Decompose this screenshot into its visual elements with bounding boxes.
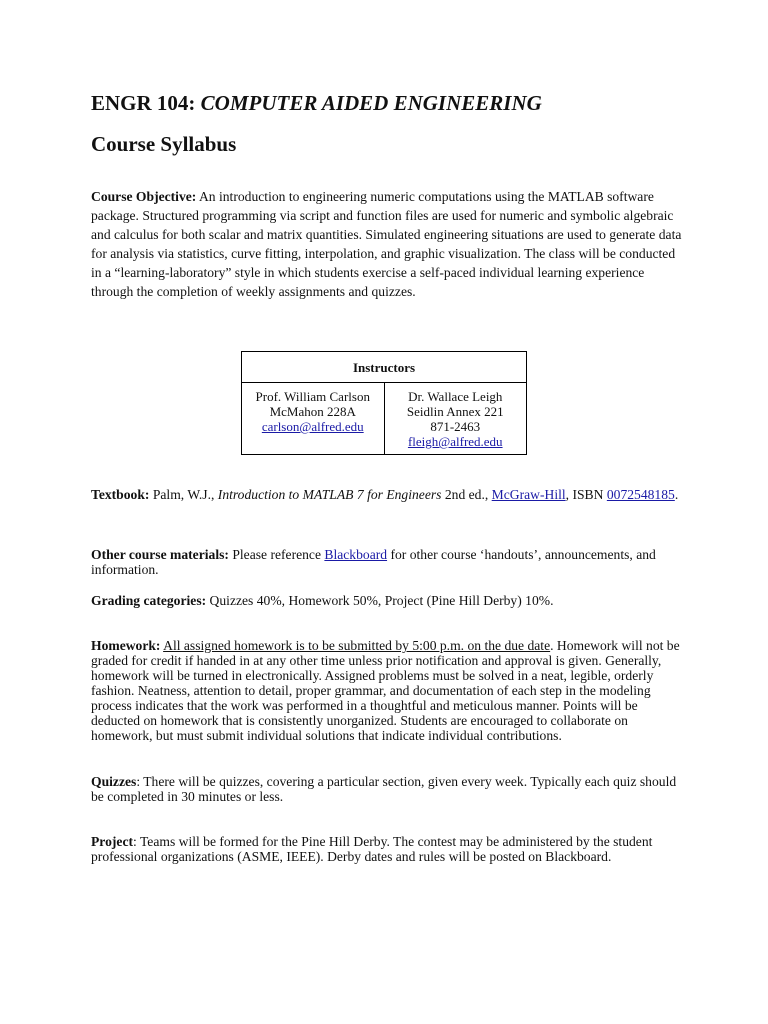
isbn-link[interactable]: 0072548185	[606, 487, 675, 502]
homework-deadline: All assigned homework is to be submitted by 5:00 p.m. on the due date	[163, 638, 551, 653]
homework-paragraph	[91, 638, 687, 743]
materials-paragraph	[91, 547, 687, 577]
project-label: Project	[91, 834, 134, 849]
textbook-title: Introduction to MATLAB 7 for Engineers	[217, 487, 442, 502]
grading-paragraph	[91, 593, 687, 608]
materials-text-before: Please reference	[228, 547, 325, 562]
textbook-end: .	[674, 487, 679, 502]
quizzes-label: Quizzes	[91, 774, 137, 789]
materials-text-after: for other course ‘handouts’, announcements, and information.	[91, 547, 656, 577]
publisher-link[interactable]: McGraw-Hill	[491, 487, 566, 502]
course-objective-text: An introduction to engineering numeric computations using the MATLAB software package. Structured programming via script and function files are used for numeric and symbolic algebraic and calculus for both scalar and matrix quantities. Simulated engineering situations are used to generate data for analysis via statistics, curve fitting, interpolation, and graphic visualization. The class will be conducted in a “learning-laboratory” style in which students exercise a self-paced individual learning experience through the completion of weekly assignments and quizzes.	[91, 189, 682, 299]
textbook-author: Palm, W.J.,	[149, 487, 218, 502]
grading-label: Grading categories:	[91, 593, 207, 608]
blackboard-link[interactable]: Blackboard	[324, 547, 388, 562]
instructor-email-link[interactable]: carlson@alfred.edu	[261, 419, 364, 434]
materials-label: Other course materials:	[91, 547, 229, 562]
isbn-label: , ISBN	[565, 487, 607, 502]
grading-text: Quizzes 40%, Homework 50%, Project (Pine Hill Derby) 10%.	[206, 593, 554, 608]
instructor-cell	[242, 383, 385, 455]
quizzes-paragraph	[91, 774, 687, 804]
instructors-table	[241, 351, 527, 455]
instructor-name: Prof. William Carlson	[255, 389, 370, 404]
textbook-paragraph	[91, 487, 687, 502]
project-paragraph	[91, 834, 687, 864]
project-text: : Teams will be formed for the Pine Hill Derby. The contest may be administered by the student professional organizations (ASME, IEEE). Derby dates and rules will be posted on Blackboard.	[91, 834, 653, 864]
page-title	[91, 91, 542, 116]
quizzes-text: : There will be quizzes, covering a particular section, given every week. Typically each quiz should be completed in 30 minutes or less.	[91, 774, 677, 804]
instructor-phone: 871-2463	[430, 419, 481, 434]
course-code: ENGR 104:	[91, 91, 201, 115]
instructor-cell	[384, 383, 527, 455]
textbook-edition: 2nd ed.,	[441, 487, 492, 502]
homework-text: . Homework will not be graded for credit if handed in at any other time unless prior notification and approval is given. Generally, homework will be turned in electronically. Assigned problems must be solved in a neat, legible, orderly fashion. Neatness, attention to detail, proper grammar, and documentation of each step in the modeling process indicates that the work was performed in a thoughtful and meticulous manner. Points will be deducted on homework that is consistently unorganized. Students are encouraged to collaborate on homework, but must submit individual solutions that indicate individual contributions.	[91, 638, 680, 743]
homework-label: Homework:	[91, 638, 161, 653]
course-objective-paragraph	[91, 187, 687, 301]
instructors-heading: Instructors	[242, 352, 527, 383]
course-name: COMPUTER AIDED ENGINEERING	[200, 91, 542, 115]
course-objective-label: Course Objective:	[91, 189, 197, 204]
instructor-office: Seidlin Annex 221	[406, 404, 504, 419]
instructor-name: Dr. Wallace Leigh	[408, 389, 503, 404]
textbook-label: Textbook:	[91, 487, 150, 502]
instructor-email-link[interactable]: fleigh@alfred.edu	[407, 434, 503, 449]
instructor-office: McMahon 228A	[269, 404, 356, 419]
page-subtitle: Course Syllabus	[91, 132, 237, 156]
